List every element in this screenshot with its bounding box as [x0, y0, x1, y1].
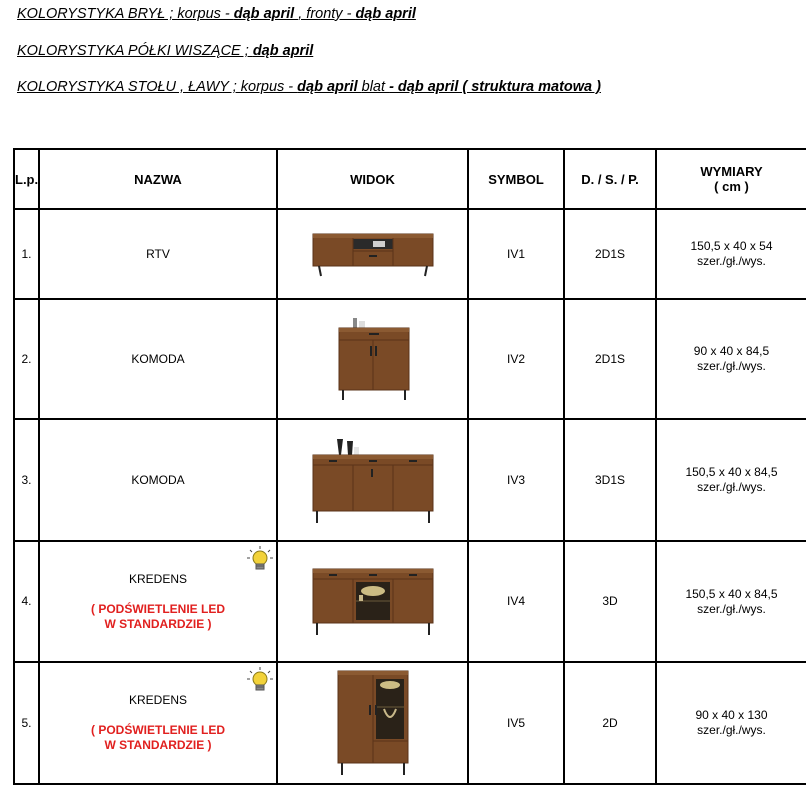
col-widok: WIDOK — [277, 149, 468, 209]
col-nazwa: NAZWA — [39, 149, 277, 209]
row-name: KOMODA — [39, 419, 277, 541]
row-name-cell — [39, 662, 277, 784]
table-row — [14, 209, 806, 299]
row-symbol: IV5 — [468, 662, 564, 784]
tv-stand-image — [311, 230, 435, 278]
col-wymiary: WYMIARY ( cm ) — [656, 149, 806, 209]
row-view — [277, 662, 468, 784]
header-line-body-colors: KOLORYSTYKA BRYŁ ; korpus - dąb april , fronty - dąb april — [17, 6, 416, 22]
row-lp: 1. — [14, 209, 39, 299]
row-name: RTV — [39, 209, 277, 299]
col-lp: L.p. — [14, 149, 39, 209]
row-view — [277, 299, 468, 419]
row-dsp: 3D1S — [564, 419, 656, 541]
dresser-small-image — [333, 316, 413, 402]
row-symbol: IV1 — [468, 209, 564, 299]
row-lp: 2. — [14, 299, 39, 419]
led-note-2: W STANDARDZIE ) — [104, 738, 212, 752]
row-name: KREDENS — [128, 693, 187, 707]
header-line-table-colors: KOLORYSTYKA STOŁU , ŁAWY ; korpus - dąb april blat - dąb april ( struktura matowa ) — [17, 79, 601, 95]
row-dsp: 3D — [564, 541, 656, 662]
product-table — [13, 148, 806, 785]
row-dims: 90 x 40 x 84,5 szer./gł./wys. — [656, 299, 806, 419]
led-note: ( PODŚWIETLENIE LED — [90, 723, 225, 737]
table-row — [14, 541, 806, 662]
table-header-row — [14, 149, 806, 209]
row-view — [277, 419, 468, 541]
row-lp: 3. — [14, 419, 39, 541]
row-name-cell — [39, 541, 277, 662]
table-row — [14, 662, 806, 784]
row-symbol: IV2 — [468, 299, 564, 419]
row-dims: 90 x 40 x 130 szer./gł./wys. — [656, 662, 806, 784]
header-line-shelf-colors: KOLORYSTYKA PÓŁKI WISZĄCE ; dąb april — [17, 43, 314, 59]
sideboard-led-image — [311, 567, 435, 637]
row-symbol: IV3 — [468, 419, 564, 541]
row-dsp: 2D1S — [564, 299, 656, 419]
display-cabinet-image — [334, 669, 412, 777]
row-dims: 150,5 x 40 x 54 szer./gł./wys. — [656, 209, 806, 299]
row-view — [277, 209, 468, 299]
light-bulb-icon — [246, 545, 274, 573]
row-symbol: IV4 — [468, 541, 564, 662]
row-dims: 150,5 x 40 x 84,5 szer./gł./wys. — [656, 541, 806, 662]
dresser-large-image — [311, 435, 435, 525]
table-row — [14, 419, 806, 541]
col-dsp: D. / S. / P. — [564, 149, 656, 209]
col-symbol: SYMBOL — [468, 149, 564, 209]
light-bulb-icon — [246, 666, 274, 694]
row-dsp: 2D — [564, 662, 656, 784]
led-note: ( PODŚWIETLENIE LED — [90, 601, 225, 616]
row-name: KOMODA — [39, 299, 277, 419]
led-note-2: W STANDARDZIE ) — [104, 616, 212, 631]
row-lp: 5. — [14, 662, 39, 784]
row-lp: 4. — [14, 541, 39, 662]
row-view — [277, 541, 468, 662]
table-row — [14, 299, 806, 419]
row-name: KREDENS — [128, 571, 187, 586]
row-dsp: 2D1S — [564, 209, 656, 299]
row-dims: 150,5 x 40 x 84,5 szer./gł./wys. — [656, 419, 806, 541]
